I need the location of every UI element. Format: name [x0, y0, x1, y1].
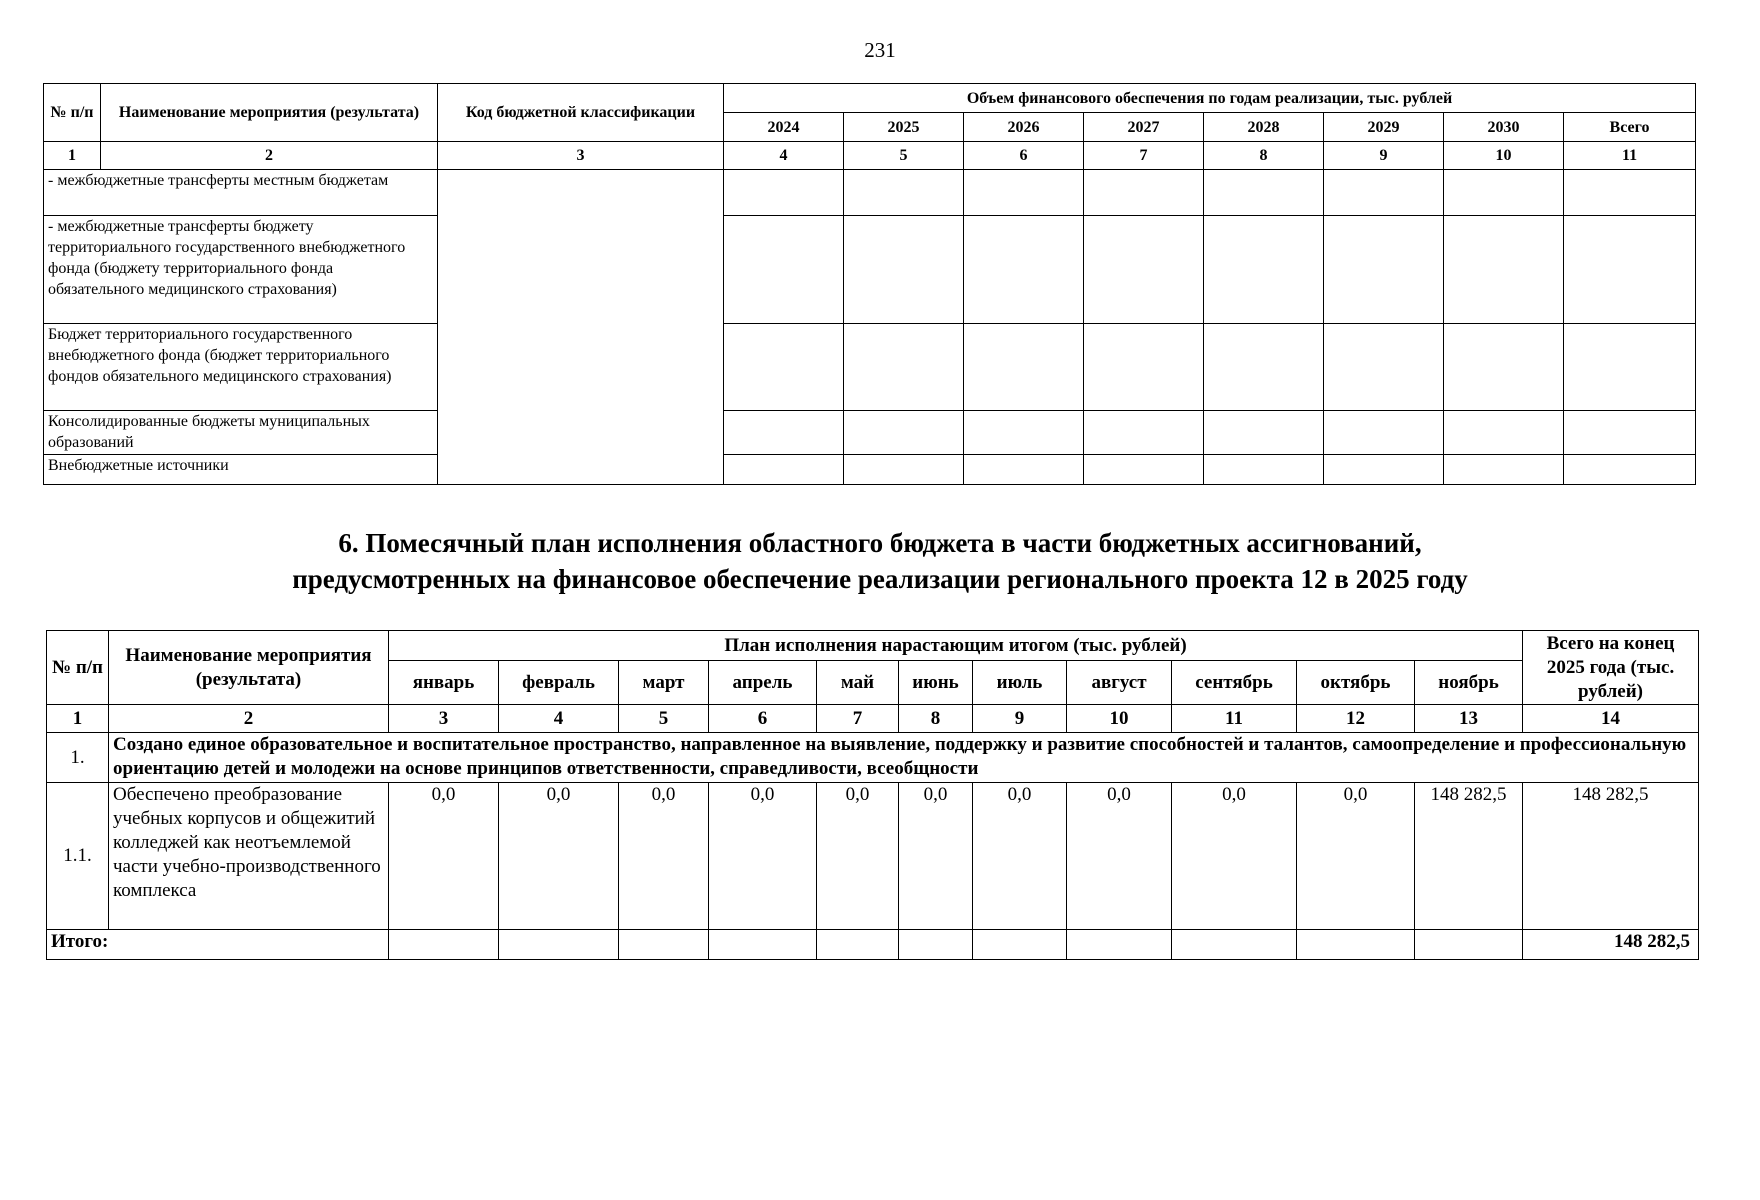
header-year: 2024: [724, 113, 844, 142]
value-cell: [1415, 930, 1523, 960]
header-month: август: [1067, 661, 1172, 705]
col-number: 6: [709, 705, 817, 733]
header-year: 2029: [1324, 113, 1444, 142]
value-cell: [844, 324, 964, 411]
header-num: № п/п: [47, 631, 109, 705]
header-year: 2027: [1084, 113, 1204, 142]
header-num: № п/п: [44, 84, 101, 142]
col-number: 2: [101, 142, 438, 170]
value-cell: [1444, 411, 1564, 455]
value-cell: [1204, 170, 1324, 216]
value-cell: [1444, 455, 1564, 485]
col-number: 6: [964, 142, 1084, 170]
header-month: январь: [389, 661, 499, 705]
value-cell: [1564, 216, 1696, 324]
item-label: Обеспечено преобразование учебных корпусов и общежитий колледжей как неотъемлемой части учебно-производственного комплекса: [109, 783, 389, 930]
page-number: 231: [864, 38, 896, 62]
item-row: [47, 783, 1699, 930]
col-number: 1: [44, 142, 101, 170]
group-row: [47, 733, 1699, 783]
header-year: 2028: [1204, 113, 1324, 142]
value-cell: [1324, 411, 1444, 455]
value-cell: [1297, 930, 1415, 960]
month-value: 0,0: [389, 783, 499, 930]
value-cell: [1084, 411, 1204, 455]
table-row: [44, 455, 1696, 485]
group-label: Создано единое образовательное и воспитательное пространство, направленное на выявление, поддержку и развитие способностей и талантов, самоопределение и профессиональную ориентацию детей и молодежи на основе принципов ответственности, справедливости, всеобщности: [109, 733, 1699, 783]
col-number: 8: [899, 705, 973, 733]
value-cell: [724, 324, 844, 411]
value-cell: [724, 170, 844, 216]
col-number: 11: [1172, 705, 1297, 733]
col-number: 12: [1297, 705, 1415, 733]
value-cell: [1564, 170, 1696, 216]
col-number: 3: [438, 142, 724, 170]
value-cell: [1324, 324, 1444, 411]
header-month: июль: [973, 661, 1067, 705]
col-number: 8: [1204, 142, 1324, 170]
value-cell: [1204, 411, 1324, 455]
col-number: 9: [1324, 142, 1444, 170]
header-month: апрель: [709, 661, 817, 705]
col-number: 7: [817, 705, 899, 733]
item-num: 1.1.: [47, 783, 109, 930]
value-cell: [844, 170, 964, 216]
header-month: сентябрь: [1172, 661, 1297, 705]
table-header-row: [47, 631, 1699, 661]
header-year: 2026: [964, 113, 1084, 142]
value-cell: [844, 411, 964, 455]
col-number: 5: [844, 142, 964, 170]
col-number: 14: [1523, 705, 1699, 733]
group-num: 1.: [47, 733, 109, 783]
month-value: 0,0: [619, 783, 709, 930]
table-row: [44, 411, 1696, 455]
header-month: октябрь: [1297, 661, 1415, 705]
header-plan: План исполнения нарастающим итогом (тыс. рублей): [389, 631, 1523, 661]
column-numbers-row: [44, 142, 1696, 170]
row-label: Бюджет территориального государственного внебюджетного фонда (бюджет территориального фондов обязательного медицинского страхования): [44, 324, 438, 411]
table-header-row: [44, 84, 1696, 113]
value-cell: [619, 930, 709, 960]
value-cell: [709, 930, 817, 960]
value-cell: [899, 930, 973, 960]
value-cell: [1444, 216, 1564, 324]
month-value: 0,0: [1172, 783, 1297, 930]
header-year-total: Всего: [1564, 113, 1696, 142]
col-number: 5: [619, 705, 709, 733]
value-cell: [1324, 455, 1444, 485]
value-cell: [724, 455, 844, 485]
value-cell: [724, 411, 844, 455]
col-number: 3: [389, 705, 499, 733]
col-number: 7: [1084, 142, 1204, 170]
row-label: Внебюджетные источники: [44, 455, 438, 485]
value-cell: [724, 216, 844, 324]
footer-total: 148 282,5: [1523, 930, 1699, 960]
value-cell: [1564, 411, 1696, 455]
header-month: июнь: [899, 661, 973, 705]
value-cell: [1564, 455, 1696, 485]
code-cell: [438, 170, 724, 485]
value-cell: [499, 930, 619, 960]
value-cell: [964, 324, 1084, 411]
column-numbers-row: [47, 705, 1699, 733]
row-label: - межбюджетные трансферты бюджету территориального государственного внебюджетного фонда (бюджету территориального фонда обязательного медицинского страхования): [44, 216, 438, 324]
value-cell: [1084, 170, 1204, 216]
header-year: 2025: [844, 113, 964, 142]
col-number: 10: [1067, 705, 1172, 733]
value-cell: [1324, 170, 1444, 216]
col-number: 1: [47, 705, 109, 733]
month-value: 0,0: [1297, 783, 1415, 930]
value-cell: [1444, 324, 1564, 411]
value-cell: [1067, 930, 1172, 960]
col-number: 11: [1564, 142, 1696, 170]
table-row: [44, 324, 1696, 411]
value-cell: [1204, 324, 1324, 411]
header-month: май: [817, 661, 899, 705]
header-year: 2030: [1444, 113, 1564, 142]
section-title-line: 6. Помесячный план исполнения областного бюджета в части бюджетных ассигнований,: [338, 528, 1422, 558]
value-cell: [1564, 324, 1696, 411]
value-cell: [964, 411, 1084, 455]
value-cell: [973, 930, 1067, 960]
col-number: 13: [1415, 705, 1523, 733]
value-cell: [1204, 455, 1324, 485]
month-value: 0,0: [817, 783, 899, 930]
header-total: Всего на конец 2025 года (тыс. рублей): [1523, 631, 1699, 705]
section-title: [0, 525, 1760, 597]
month-value: 148 282,5: [1415, 783, 1523, 930]
table-row: [44, 216, 1696, 324]
header-month: февраль: [499, 661, 619, 705]
header-month: март: [619, 661, 709, 705]
value-cell: [817, 930, 899, 960]
col-number: 9: [973, 705, 1067, 733]
value-cell: [1084, 216, 1204, 324]
col-number: 2: [109, 705, 389, 733]
item-total: 148 282,5: [1523, 783, 1699, 930]
row-label: Консолидированные бюджеты муниципальных образований: [44, 411, 438, 455]
table-row: [44, 170, 1696, 216]
month-value: 0,0: [899, 783, 973, 930]
value-cell: [389, 930, 499, 960]
month-value: 0,0: [709, 783, 817, 930]
col-number: 4: [724, 142, 844, 170]
row-label: - межбюджетные трансферты местным бюджетам: [44, 170, 438, 216]
header-code: Код бюджетной классификации: [438, 84, 724, 142]
value-cell: [844, 455, 964, 485]
header-volume: Объем финансового обеспечения по годам реализации, тыс. рублей: [724, 84, 1696, 113]
col-number: 10: [1444, 142, 1564, 170]
value-cell: [964, 455, 1084, 485]
value-cell: [844, 216, 964, 324]
financing-table: [43, 83, 1696, 485]
month-value: 0,0: [499, 783, 619, 930]
header-month: ноябрь: [1415, 661, 1523, 705]
col-number: 4: [499, 705, 619, 733]
value-cell: [964, 170, 1084, 216]
value-cell: [1444, 170, 1564, 216]
value-cell: [1084, 324, 1204, 411]
footer-label: Итого:: [47, 930, 389, 960]
header-name: Наименование мероприятия (результата): [109, 631, 389, 705]
value-cell: [964, 216, 1084, 324]
header-name: Наименование мероприятия (результата): [101, 84, 438, 142]
value-cell: [1172, 930, 1297, 960]
monthly-plan-table: [46, 630, 1699, 960]
month-value: 0,0: [973, 783, 1067, 930]
section-title-line: предусмотренных на финансовое обеспечение реализации регионального проекта 12 в 2025 году: [292, 564, 1468, 594]
month-value: 0,0: [1067, 783, 1172, 930]
footer-row: [47, 930, 1699, 960]
value-cell: [1084, 455, 1204, 485]
value-cell: [1204, 216, 1324, 324]
value-cell: [1324, 216, 1444, 324]
